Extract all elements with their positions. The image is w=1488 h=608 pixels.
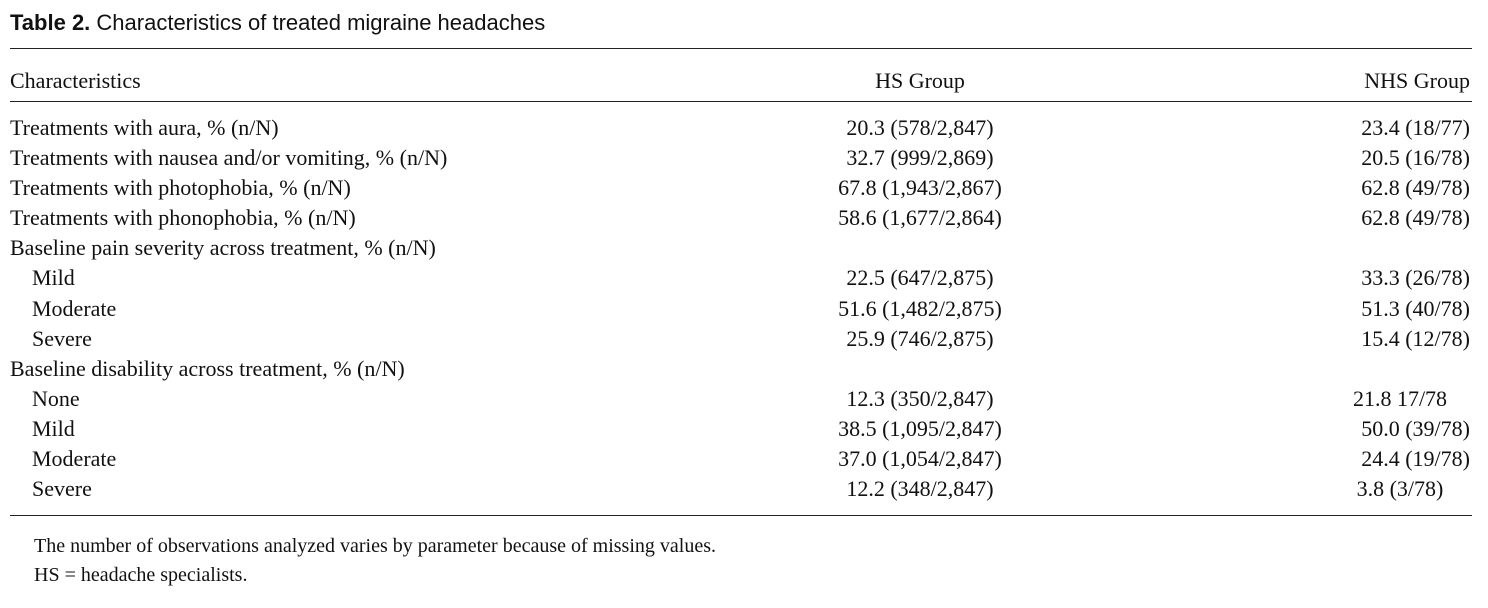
table-row bbox=[10, 233, 1472, 263]
table-caption bbox=[10, 8, 545, 38]
row-nhs-value: 62.8 (49/78) bbox=[1361, 205, 1470, 231]
row-label: Moderate bbox=[32, 295, 117, 321]
row-label: Treatments with photophobia, % (n/N) bbox=[10, 175, 351, 201]
row-nhs-value: 62.8 (49/78) bbox=[1361, 175, 1470, 201]
row-nhs-value: 50.0 (39/78) bbox=[1361, 415, 1470, 441]
row-label: Treatments with aura, % (n/N) bbox=[10, 115, 279, 140]
row-group-label: Baseline pain severity across treatment, % (n/N) bbox=[10, 235, 436, 261]
row-hs-value: 20.3 (578/2,847) bbox=[846, 115, 994, 140]
table-title: Characteristics of treated migraine headaches bbox=[90, 10, 546, 35]
row-hs-value: 12.3 (350/2,847) bbox=[846, 385, 994, 411]
table-row bbox=[10, 294, 1472, 324]
table-row bbox=[10, 263, 1472, 293]
table-footnotes bbox=[34, 532, 716, 590]
row-hs-value: 12.2 (348/2,847) bbox=[846, 476, 994, 502]
row-nhs-value: 23.4 (18/77) bbox=[1361, 115, 1470, 140]
row-nhs-value: 33.3 (26/78) bbox=[1361, 265, 1470, 291]
row-hs-value: 51.6 (1,482/2,875) bbox=[838, 295, 1002, 321]
row-hs-value: 22.5 (647/2,875) bbox=[846, 265, 994, 291]
footnote-missing-values: The number of observations analyzed varies by parameter because of missing values. bbox=[34, 535, 716, 557]
row-label: Mild bbox=[32, 415, 75, 441]
row-label: Treatments with nausea and/or vomiting, % (n/N) bbox=[10, 145, 448, 171]
row-nhs-value: 15.4 (12/78) bbox=[1361, 325, 1470, 351]
header-hs-group: HS Group bbox=[875, 68, 965, 93]
row-group-label: Baseline disability across treatment, % (n/N) bbox=[10, 355, 405, 381]
row-label: Mild bbox=[32, 265, 75, 291]
row-label: Moderate bbox=[32, 446, 117, 472]
table-row bbox=[10, 414, 1472, 444]
bottom-rule bbox=[10, 515, 1472, 516]
row-nhs-value: 51.3 (40/78) bbox=[1361, 295, 1470, 321]
header-nhs-group: NHS Group bbox=[1364, 68, 1470, 93]
header-characteristics: Characteristics bbox=[10, 68, 141, 93]
table-number: Table 2. bbox=[10, 10, 91, 35]
header-rule bbox=[10, 101, 1472, 102]
row-hs-value: 67.8 (1,943/2,867) bbox=[838, 175, 1002, 201]
row-nhs-value: 3.8 (3/78) bbox=[1356, 476, 1444, 502]
row-hs-value: 58.6 (1,677/2,864) bbox=[838, 205, 1002, 231]
table-row bbox=[10, 354, 1472, 384]
row-hs-value: 32.7 (999/2,869) bbox=[846, 145, 994, 171]
row-nhs-value: 20.5 (16/78) bbox=[1361, 145, 1470, 171]
row-label: Treatments with phonophobia, % (n/N) bbox=[10, 205, 356, 231]
table-row bbox=[10, 113, 1472, 143]
row-hs-value: 37.0 (1,054/2,847) bbox=[838, 446, 1002, 472]
table-row bbox=[10, 474, 1472, 504]
table-row bbox=[10, 384, 1472, 414]
top-rule bbox=[10, 48, 1472, 49]
row-hs-value: 25.9 (746/2,875) bbox=[846, 325, 994, 351]
table-header-row bbox=[10, 66, 1472, 96]
table-row bbox=[10, 143, 1472, 173]
table-row bbox=[10, 444, 1472, 474]
row-label: Severe bbox=[32, 476, 92, 502]
table-row bbox=[10, 173, 1472, 203]
row-hs-value: 38.5 (1,095/2,847) bbox=[838, 415, 1002, 441]
table-body bbox=[10, 113, 1472, 504]
table-row bbox=[10, 203, 1472, 233]
footnote-abbreviation: HS = headache specialists. bbox=[34, 564, 248, 586]
table-row bbox=[10, 324, 1472, 354]
row-nhs-value: 21.8 17/78 bbox=[1352, 385, 1448, 411]
row-label: None bbox=[32, 385, 80, 411]
row-label: Severe bbox=[32, 325, 92, 351]
row-nhs-value: 24.4 (19/78) bbox=[1361, 446, 1470, 472]
